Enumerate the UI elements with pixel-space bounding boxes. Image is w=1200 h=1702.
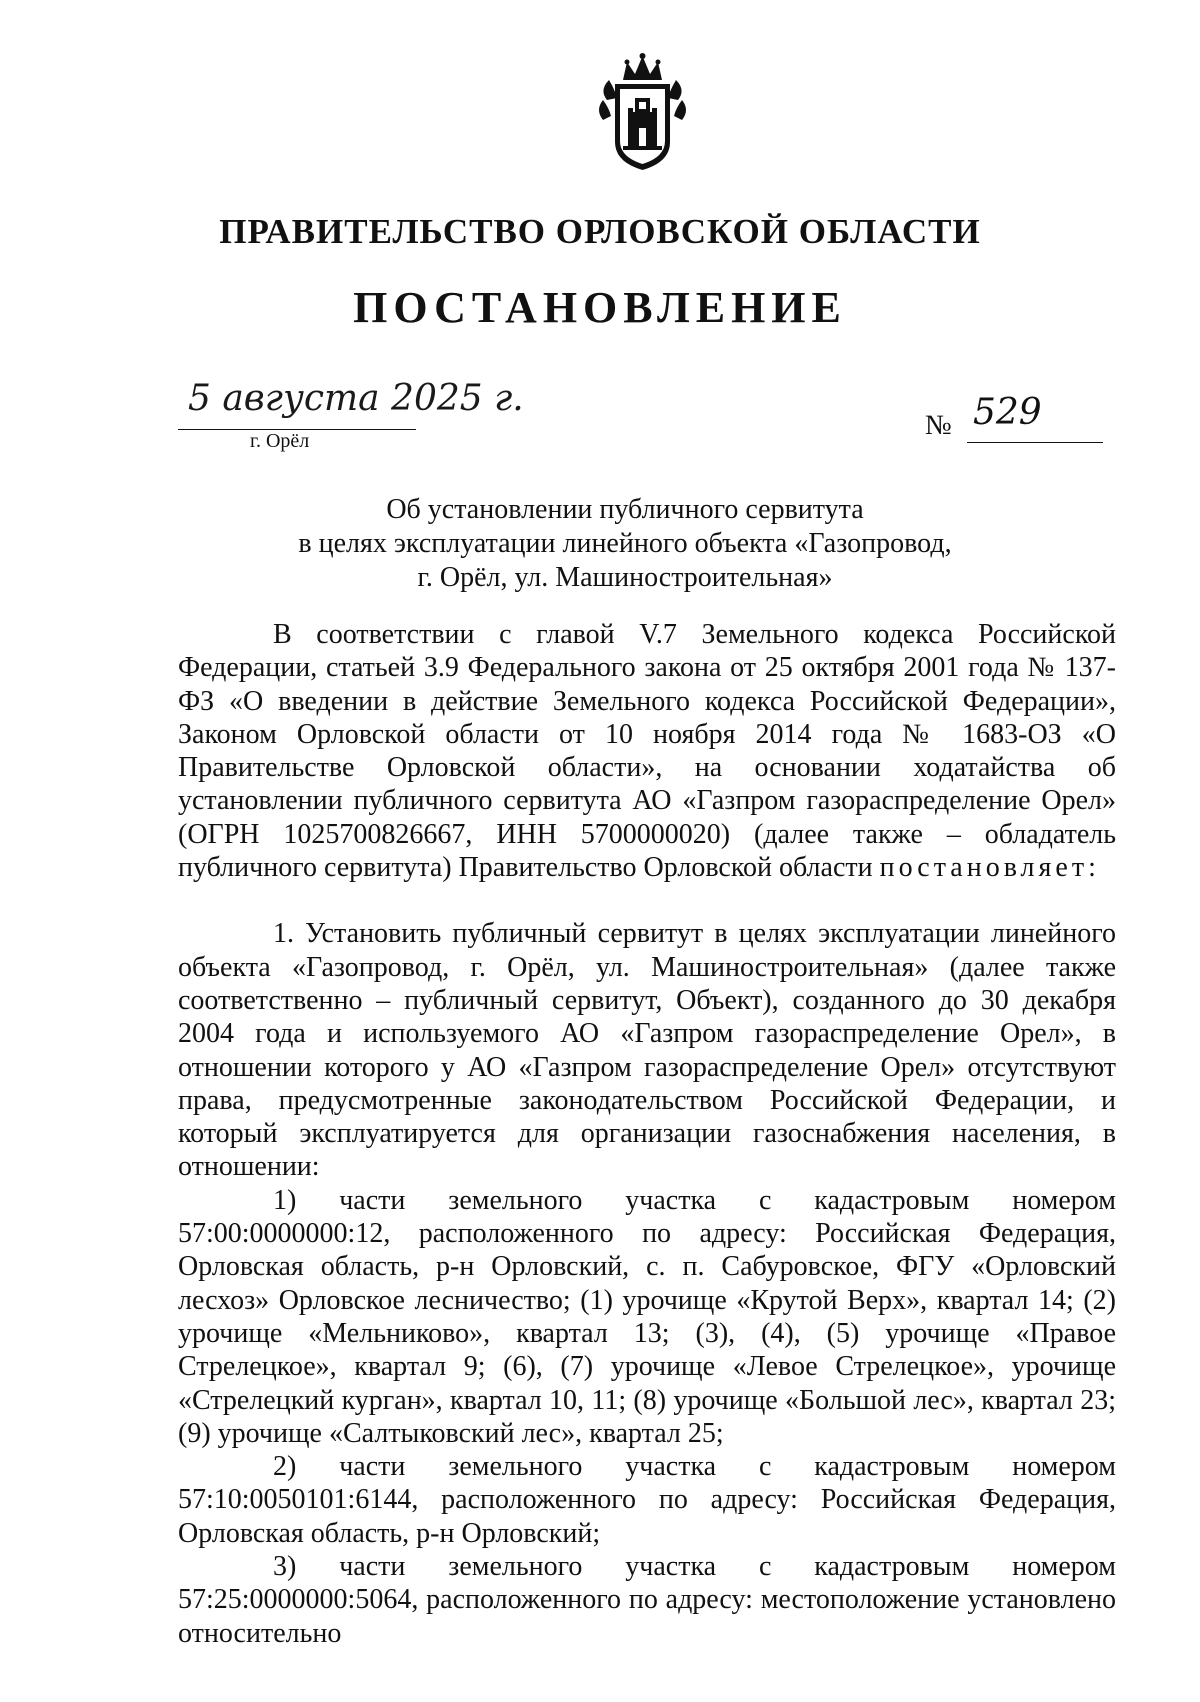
sub-item-3-paragraph: 3) части земельного участка с кадастровым номером 57:25:0000000:5064, расположенного по адресу: местоположение установлено относительно [178,1551,1116,1649]
document-subject [200,493,1050,595]
subject-line-3: г. Орёл, ул. Машиностроительная» [417,562,833,593]
preamble-paragraph [178,618,1116,884]
preamble-text: В соответствии с главой V.7 Земельного кодекса Российской Федерации, статьей 3.9 Федерального закона от 25 октября 2001 года № 137-ФЗ «О введении в действие Земельного кодекса Российской Федерации», Законом Орловской области от 10 ноября 2014 года № 1683-ОЗ «О Правительстве Орловской области», на основании ходатайства об установлении публичного сервитута АО «Газпром газораспределение Орел» (ОГРН 1025700826667, ИНН 5700000020) (далее также – обладатель публичного сервитута) Правительство Орловской области [178,619,1116,884]
document-body [178,618,1116,1650]
number-block [925,392,1115,450]
subject-line-1: Об установлении публичного сервитута [386,494,864,525]
number-sign: № [925,410,952,441]
item-1-paragraph: 1. Установить публичный сервитут в целях эксплуатации линейного объекта «Газопровод, г. Орёл, ул. Машиностроительная» (далее также соответственно – публичный сервитут, Объект), созданного до 30 декабря 2004 года и используемого АО «Газпром газораспределение Орел», в отношении которого у АО «Газпром газораспределение Орел» отсутствуют права, предусмотренные законодательством Российской Федерации, и который эксплуатируется для организации газоснабжения населения, в отношении: [178,918,1116,1183]
document-type-title: ПОСТАНОВЛЕНИЕ [353,283,847,332]
handwritten-date: 5 августа 2025 г. [188,378,524,419]
number-underline [967,442,1103,443]
date-block [178,378,524,452]
resolves-word: постановляет: [879,852,1100,884]
handwritten-number: 529 [973,392,1042,433]
organization-title: ПРАВИТЕЛЬСТВО ОРЛОВСКОЙ ОБЛАСТИ [219,212,981,251]
subject-line-2: в целях эксплуатации линейного объекта «Газопровод, [298,528,952,559]
sub-item-1-paragraph: 1) части земельного участка с кадастровым номером 57:00:0000000:12, расположенного по адресу: Российская Федерация, Орловская область, р-н Орловский, с. п. Сабуровское, ФГУ «Орловский лесхоз» Орловское лесничество; (1) урочище «Крутой Верх», квартал 14; (2) урочище «Мельниково», квартал 13; (3), (4), (5) урочище «Правое Стрелецкое», квартал 9; (6), (7) урочище «Левое Стрелецкое», урочище «Стрелецкий курган», квартал 10, 11; (8) урочище «Большой лес», квартал 23; (9) урочище «Салтыковский лес», квартал 25; [178,1184,1116,1449]
sub-item-2-paragraph: 2) части земельного участка с кадастровым номером 57:10:0050101:6144, расположенного по адресу: Российская Федерация, Орловская область, р-н Орловский; [178,1451,1116,1549]
city-label: г. Орёл [250,430,310,452]
orel-coat-of-arms-icon [595,50,690,175]
